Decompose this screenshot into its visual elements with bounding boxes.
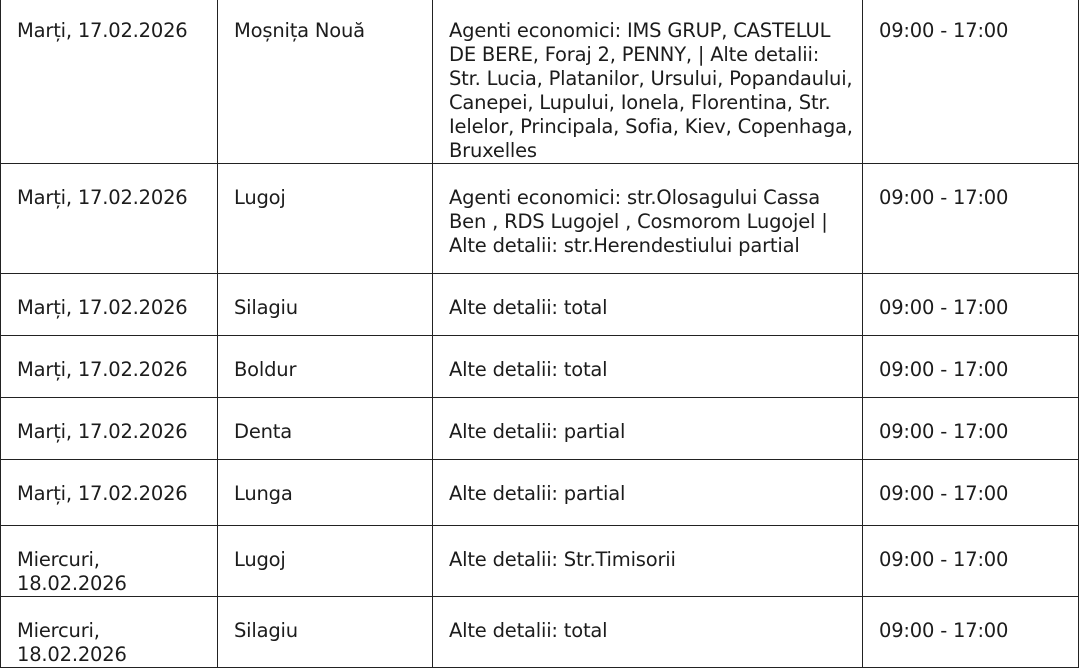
details-cell: Alte detalii: partial: [433, 398, 863, 460]
details-cell: Agenti economici: IMS GRUP, CASTELUL DE BERE, Foraj 2, PENNY, | Alte detalii: Str. Lucia, Platanilor, Ursului, Popandaului, Canepei, Lupului, Ionela, Florentina, Str. Ielelor, Principala, Sofia, Kiev, Copenhaga, Bruxelles: [433, 0, 863, 164]
location-cell: Silagiu: [218, 597, 433, 668]
time-cell: 09:00 - 17:00: [863, 597, 1079, 668]
details-cell: Alte detalii: total: [433, 336, 863, 398]
details-cell: Alte detalii: total: [433, 274, 863, 336]
location-cell: Lugoj: [218, 526, 433, 597]
date-cell: Marți, 17.02.2026: [1, 164, 218, 274]
location-cell: Denta: [218, 398, 433, 460]
table-row: [1, 274, 1079, 336]
details-cell: Alte detalii: partial: [433, 460, 863, 526]
table-row: [1, 597, 1079, 668]
location-cell: Moșnița Nouă: [218, 0, 433, 164]
time-cell: 09:00 - 17:00: [863, 164, 1079, 274]
details-cell: Alte detalii: Str.Timisorii: [433, 526, 863, 597]
table-row: [1, 164, 1079, 274]
date-cell: Miercuri, 18.02.2026: [1, 526, 218, 597]
location-cell: Boldur: [218, 336, 433, 398]
time-cell: 09:00 - 17:00: [863, 336, 1079, 398]
table-row: [1, 336, 1079, 398]
location-cell: Silagiu: [218, 274, 433, 336]
time-cell: 09:00 - 17:00: [863, 274, 1079, 336]
date-cell: Marți, 17.02.2026: [1, 0, 218, 164]
location-cell: Lugoj: [218, 164, 433, 274]
date-cell: Marți, 17.02.2026: [1, 274, 218, 336]
date-cell: Miercuri, 18.02.2026: [1, 597, 218, 668]
time-cell: 09:00 - 17:00: [863, 460, 1079, 526]
table-row: [1, 460, 1079, 526]
time-cell: 09:00 - 17:00: [863, 526, 1079, 597]
location-cell: Lunga: [218, 460, 433, 526]
date-cell: Marți, 17.02.2026: [1, 336, 218, 398]
details-cell: Alte detalii: total: [433, 597, 863, 668]
table-row: [1, 0, 1079, 164]
date-cell: Marți, 17.02.2026: [1, 460, 218, 526]
table-row: [1, 526, 1079, 597]
date-cell: Marți, 17.02.2026: [1, 398, 218, 460]
time-cell: 09:00 - 17:00: [863, 398, 1079, 460]
time-cell: 09:00 - 17:00: [863, 0, 1079, 164]
table-row: [1, 398, 1079, 460]
details-cell: Agenti economici: str.Olosagului Cassa Ben , RDS Lugojel , Cosmorom Lugojel | Alte detalii: str.Herendestiului partial: [433, 164, 863, 274]
